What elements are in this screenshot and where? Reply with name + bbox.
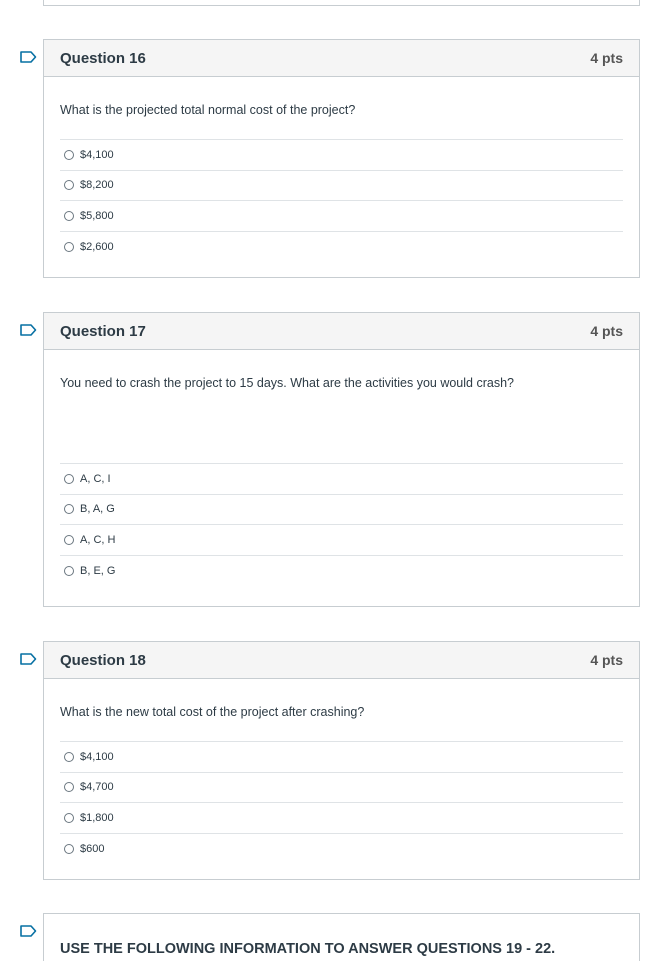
radio-button[interactable] <box>64 844 74 854</box>
radio-button[interactable] <box>64 782 74 792</box>
answer-option[interactable] <box>60 232 623 263</box>
answer-label: B, E, G <box>80 564 116 577</box>
answer-label: A, C, H <box>80 533 116 546</box>
radio-button[interactable] <box>64 504 74 514</box>
question-text: What is the new total cost of the project after crashing? <box>60 705 365 719</box>
answer-option[interactable] <box>60 834 623 865</box>
question-header <box>44 40 639 77</box>
info-heading: USE THE FOLLOWING INFORMATION TO ANSWER QUESTIONS 19 - 22. <box>60 941 556 957</box>
answer-option[interactable] <box>60 742 623 773</box>
answer-option[interactable] <box>60 140 623 171</box>
info-card <box>43 913 640 961</box>
flag-question-17-icon[interactable] <box>20 324 37 336</box>
radio-button[interactable] <box>64 150 74 160</box>
question-18-card <box>43 641 640 880</box>
question-title: Question 18 <box>60 651 146 669</box>
answer-list <box>60 463 623 586</box>
answer-label: B, A, G <box>80 503 115 516</box>
answer-option[interactable] <box>60 773 623 804</box>
answer-label: A, C, I <box>80 472 111 485</box>
question-header <box>44 313 639 350</box>
answer-list <box>60 741 623 864</box>
question-points: 4 pts <box>590 50 623 66</box>
radio-button[interactable] <box>64 535 74 545</box>
flag-question-18-icon[interactable] <box>20 653 37 665</box>
answer-label: $2,600 <box>80 240 114 253</box>
answer-label: $8,200 <box>80 179 114 192</box>
question-17-card <box>43 312 640 607</box>
question-title: Question 16 <box>60 49 146 67</box>
radio-button[interactable] <box>64 474 74 484</box>
answer-label: $4,100 <box>80 148 114 161</box>
radio-button[interactable] <box>64 813 74 823</box>
answer-option[interactable] <box>60 201 623 232</box>
answer-option[interactable] <box>60 495 623 526</box>
answer-option[interactable] <box>60 525 623 556</box>
radio-button[interactable] <box>64 180 74 190</box>
answer-label: $5,800 <box>80 209 114 222</box>
radio-button[interactable] <box>64 752 74 762</box>
answer-label: $4,700 <box>80 781 114 794</box>
radio-button[interactable] <box>64 242 74 252</box>
question-title: Question 17 <box>60 322 146 340</box>
question-points: 4 pts <box>590 652 623 668</box>
answer-label: $600 <box>80 842 105 855</box>
radio-button[interactable] <box>64 566 74 576</box>
answer-option[interactable] <box>60 556 623 587</box>
flag-question-16-icon[interactable] <box>20 51 37 63</box>
question-text: You need to crash the project to 15 days. What are the activities you would crash? <box>60 376 514 390</box>
answer-option[interactable] <box>60 171 623 202</box>
answer-option[interactable] <box>60 464 623 495</box>
answer-label: $4,100 <box>80 750 114 763</box>
question-text: What is the projected total normal cost of the project? <box>60 103 356 117</box>
answer-option[interactable] <box>60 803 623 834</box>
question-header <box>44 642 639 679</box>
answer-list <box>60 139 623 262</box>
question-16-card <box>43 39 640 278</box>
answer-label: $1,800 <box>80 811 114 824</box>
flag-info-icon[interactable] <box>20 925 37 937</box>
question-points: 4 pts <box>590 323 623 339</box>
radio-button[interactable] <box>64 211 74 221</box>
previous-question-card-bottom <box>43 0 640 6</box>
